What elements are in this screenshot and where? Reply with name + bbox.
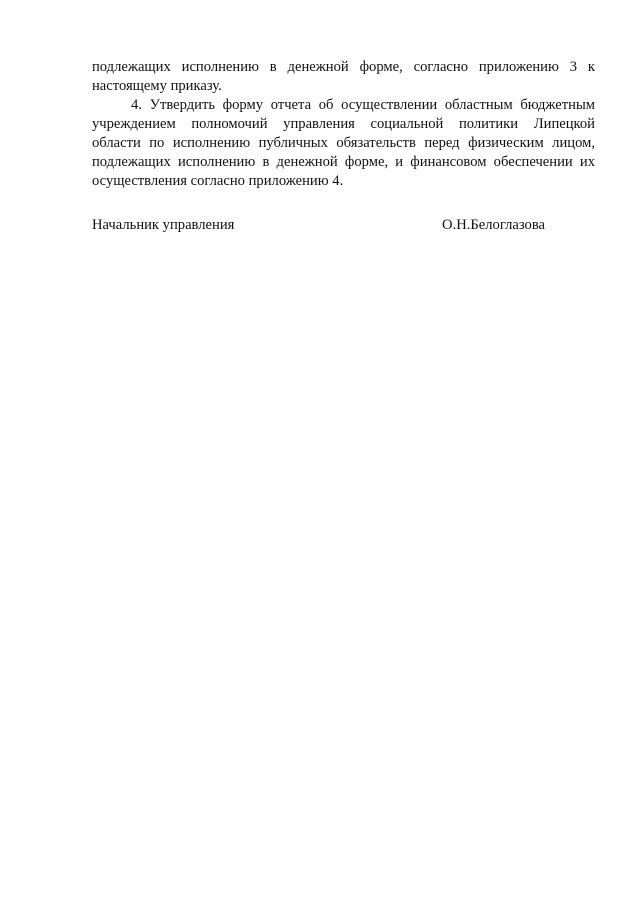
- item-4-line-5: осуществления согласно приложению 4.: [92, 173, 344, 189]
- continuation-line-2: настоящему приказу.: [92, 78, 222, 94]
- item-4-line-3: области по исполнению публичных обязательств перед физическим лицом,: [92, 135, 595, 151]
- item-4-line-2: учреждением полномочий управления социальной политики Липецкой: [92, 116, 595, 132]
- signature-name: О.Н.Белоглазова: [442, 217, 545, 233]
- item-4-line-1: 4. Утвердить форму отчета об осуществлении областным бюджетным: [131, 97, 595, 113]
- continuation-line-1: подлежащих исполнению в денежной форме, согласно приложению 3 к: [92, 59, 595, 75]
- signature-title: Начальник управления: [92, 217, 235, 233]
- document-body: [92, 58, 595, 191]
- item-4-line-4: подлежащих исполнению в денежной форме, и финансовом обеспечении их: [92, 154, 595, 170]
